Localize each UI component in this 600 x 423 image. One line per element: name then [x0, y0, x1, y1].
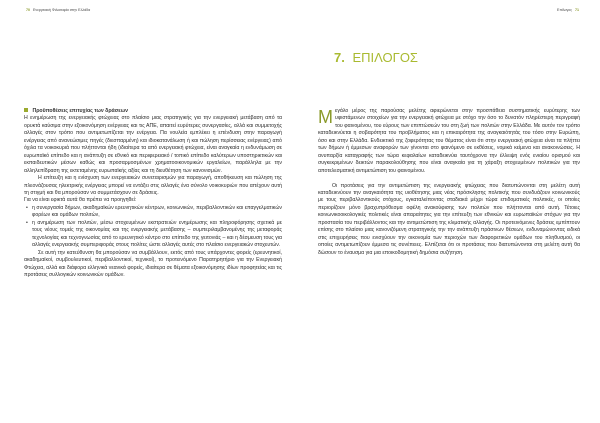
chapter-title [334, 50, 418, 65]
right-paragraph-1-text: εγάλο μέρος της παρούσας μελέτης αφιερώνεται στην προσπάθεια συστηματικής ευρύτερης των υφιστάμενων στοιχείων για την ενεργειακή φτώχεια με στόχο την όσο το δυνατόν πληρέστερη περιγραφή του φαινομένου, του εύρους των επιπτώσεών του στη ζωή των πολιτών στην Ελλάδα. Με αυτόν τον τρόπο καταδεικνύεται η σοβαρότητα του προβλήματος και η επικαιρότητα της αναγκαιότητάς του τόσο στην Ευρώπη, όσο και στην Ελλάδα. Ενδεικτικό της ζοφερότητας του θέματος είναι ότι στην ενεργειακή φτώχεια είναι τα πλήττει των δήμων ή έμμεσων αναφορών των γίνονται στο φαινόμενο σε εκθέσεις, νομικά κείμενα και ανακοινώσεις. Η ανυπαρξία καταγραφής των τώρα κεφαλαίων καταδεικνύει ταυτόχρονα την έλλειψη ενός ενιαίου ορισμού και συγκεκριμένων δεικτών παρακολούθησης που είναι αναγκαία για τη χάραξη στοχευμένων πολιτικών για την αποτελεσματική αντιμετώπιση του φαινομένου. [318, 108, 580, 174]
left-paragraph-2: Η επίτευξη και η ενίσχυση των ενεργειακών συνεταιρισμών για παραγωγή, αποθήκευση και πώληση της πλεονάζουσας ηλεκτρικής ενέργειας μπορεί να εντάξει στις αλλαγές ένα σύνολο νοικοκυριών που απέχουν αυτή τη στιγμή και θα μπορούσαν να συμμετάσχουν σε δράσεις. [24, 175, 282, 196]
right-paragraph-1 [318, 108, 580, 175]
chapter-title-text: ΕΠΙΛΟΓΟΣ [352, 50, 418, 65]
right-paragraph-2: Οι προτάσεις για την αντιμετώπιση της ενεργειακής φτώχειας που διατυπώνονται στη μελέτη αυτή καταδεικνύουν την αναγκαιότητα της υιοθέτησης μιας νέας πρόσκλησης πολιτικής που συνδυάζουν κοινωνικούς με τους περιβαλλοντικούς στόχους, εγκαταλείποντας σταδιακά μέχρι τώρα επιδοματικές πολιτικές, οι οποίες περιορίζουν μόνο βραχυπρόθεσμα οφέλη ανακούφισης των πολιτών που πλήττονται από αυτή. Τέτοιες κοινωνικοοικολογικές πολιτικές είναι απαραίτητες για την επίτευξη των εθνικών και ευρωπαϊκών στόχων για την προστασία του περιβάλλοντος και την αντιμετώπιση της κλιματικής αλλαγής. Οι προτεινόμενες δράσεις εμπίπτουν επίσης στο πλαίσιο μιας κανονιζόμενη στρατηγικής την την ανάπτυξη πράσινων θέσεων, ενδυναμώνοντας ειδικά στις επιχειρήσεις που ενισχύουν την οικονομία των περιοχών των διαφορετικών ομάδων του πληθυσμού, οι οποίες αντιμετωπίζουν έμμεσα τις συνέπειες. Ελπίζεται ότι οι προτάσεις που διατυπώνονται στη μελέτη αυτή θα δώσουν το έναυσμα για μια εποικοδομητική δημόσια συζήτηση. [318, 182, 580, 256]
left-paragraph-3: Για να είναι εφικτά αυτά θα πρέπει να προηγηθεί: [24, 197, 137, 204]
left-paragraph-4: Σε αυτή την κατεύθυνση θα μπορούσαν να συμβάλλουν, εκτός από τους υπάρχοντες φορείς (ερευνητικοί, ακαδημαϊκοί, συμβουλευτικοί, περιβαλλοντικοί, τεχνικοί), το προτεινόμενο Παρατηρητήριο για την Ενεργειακή Φτώχεια, αλλά και διάφορα ελληνικά νεανικά φορείς, ιδιαίτερα σε θέματα εξοικονόμησης ιδίων προφητείας και τις προτάσεις συλλογικών κοινωνικών ομάδων. [24, 249, 282, 278]
left-paragraph-1: Η ενημέρωση της ενεργειακής φτώχειας στο πλαίσιο μιας στρατηγικής για την ενεργειακή μετάβαση από τα ορυκτά καύσιμα στην εξοικονόμηση ενέργειας και τις ΑΠΕ, απαιτεί ευρύτερες συνεργασίες, αλλά και συμμετοχής αλλαγές στον τρόπο που αντιμετωπίζεται την ενέργεια. Πα νουλεία εμπλέκει η επένδυση στην παραγωγή ενέργειας από ανανεώσιμες πηγές (διεσπαρμένη) και ιδιοκατανάλωση ή και πώληση περίσσειας ενέργειας) από όχιλα τα νοικοκυριά που πλήττονται ήδη (ιδιαίτερα τα από ενεργειακή φτώχεια, είναι αναγκαία η ενδυνάμωση σε ευρωπαϊκό επίπεδο και η ανάπτυξη σε εθνικό και περιφερειακό / τοπικό επίπεδο καλύτερων υποστηρικτικών και εκπαιδευτικών μέσων καθώς και προσαρμοσμένων χρηματοοικονομικών εργαλείων, παράλληλα με την αλληλεπίδραση της εκτεταμένης ευρωπαϊκής αξίας και τη διευθέτηση των κανονισμών. [24, 115, 282, 174]
left-body-text [24, 108, 282, 279]
left-page-number: 70 [26, 8, 30, 12]
bullet-list [24, 205, 282, 250]
square-bullet-icon [24, 108, 28, 112]
list-item: • η ανημέρωση των πολιτών, μέσω στοχευμένων εκστρατειών ενημέρωσης και πληροφόρησης σχετικά με τους νέους τομείς της οικονομίας και της ενεργειακής μετάβασης – συμπεριλαμβανομένης της μεταφοράς τεχνολογίας και τεχνογνωσίας από το ερευνητικό κέντρο στο επίπεδο της γειτονιάς – και η δέσμευση τους για αλλαγές ενεργειακής συμπεριφοράς στους πολίτες ώστε αλλαγές αυτές στο πλαίσιο ενεργειακών στοχευτών. [32, 220, 282, 250]
left-running-head [24, 8, 90, 12]
right-running-head [557, 8, 581, 12]
list-item: • η συνεργασία δήμων, ακαδημαϊκών ερευνητικών κέντρων, κοινωνικών, περιβαλλοντικών και επαγγελματικών φορέων και ομάδων πολιτών, [32, 205, 282, 220]
right-page-number: 71 [575, 8, 579, 12]
left-running-title: Ενεργειακή Φιλοσοφία στην Ελλάδα [33, 8, 91, 12]
right-page [300, 0, 600, 423]
drop-cap: Μ [318, 107, 333, 127]
right-running-title: Επίλογος [557, 8, 572, 12]
chapter-number: 7. [334, 50, 345, 65]
section-heading: Προϋποθέσεις επιτυχίας των δράσεων [32, 108, 128, 114]
right-body-text [318, 108, 580, 257]
